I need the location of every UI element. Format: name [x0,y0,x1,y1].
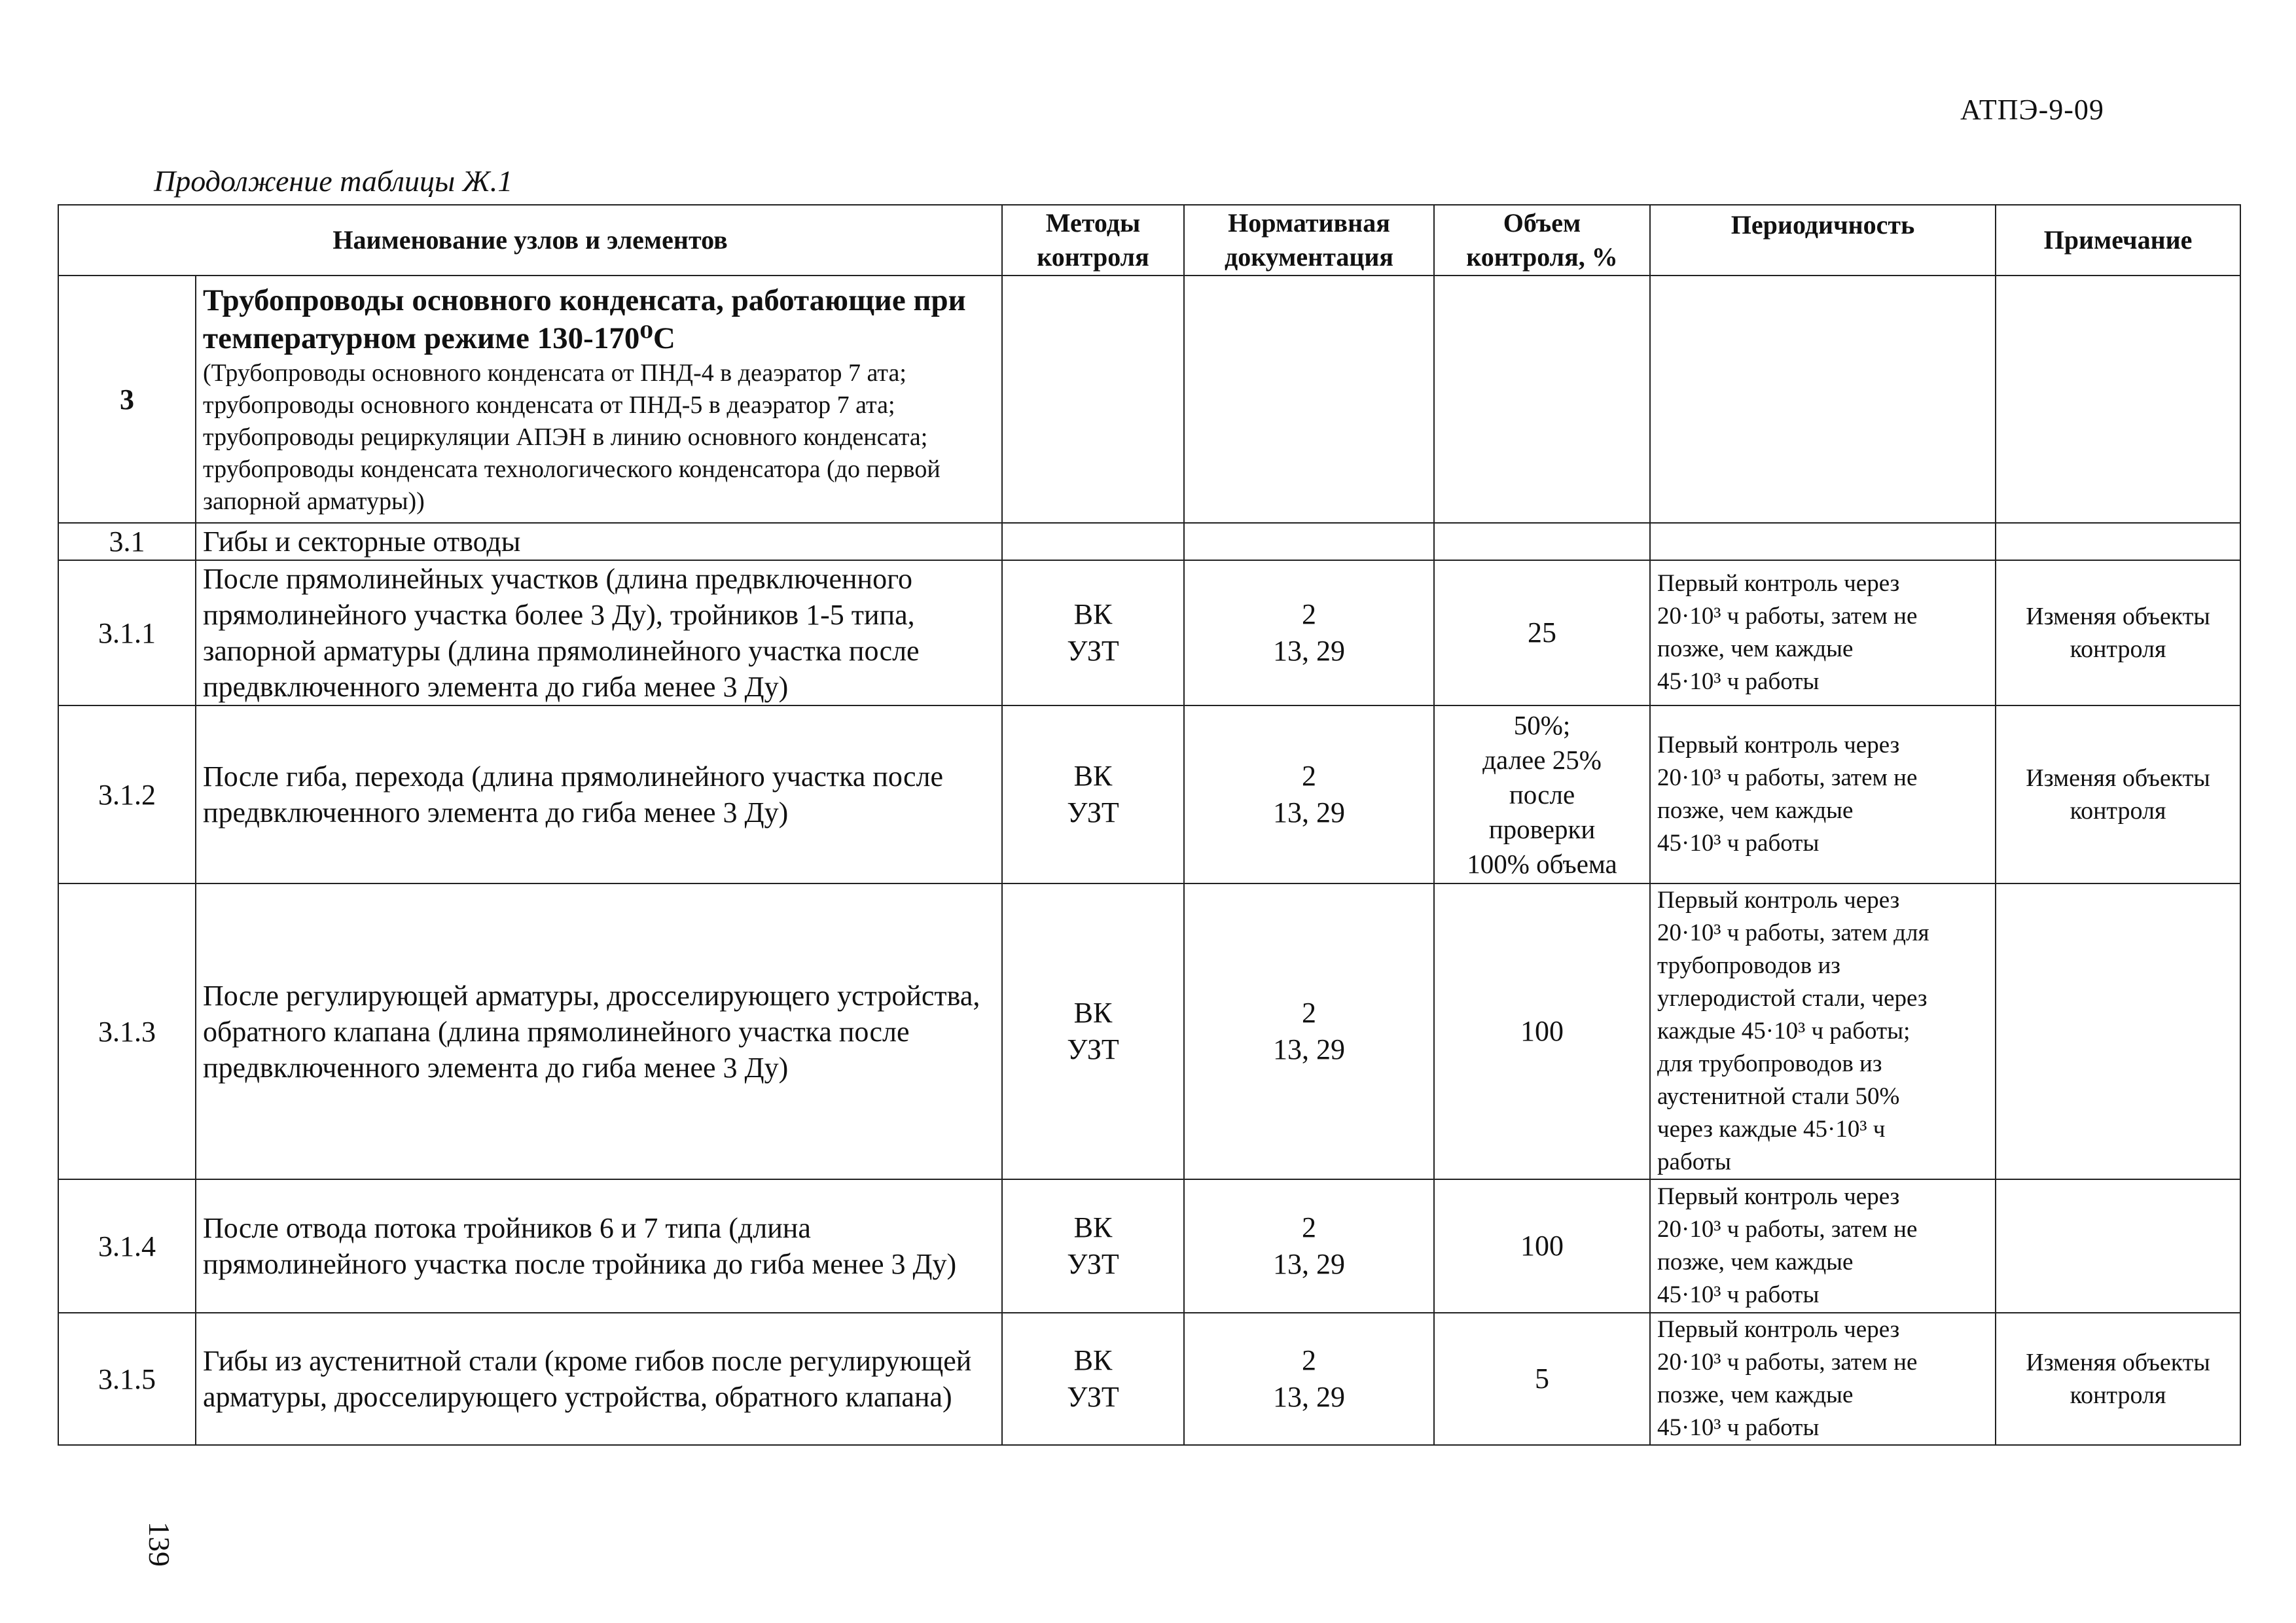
cell-line: позже, чем каждые [1657,1249,1854,1275]
doc-ref-1: 2 [1302,760,1317,792]
table-row [58,560,2240,705]
empty-cell [1650,276,1996,523]
row-periodicity [1650,560,1996,705]
section-row [58,276,2240,523]
doc-ref-2: 13, 29 [1273,1381,1346,1413]
row-volume: 5 [1434,1313,1650,1445]
cell-line: 20·10³ ч работы, затем не [1657,1216,1918,1243]
cell-line: через каждые 45·10³ ч [1657,1116,1886,1143]
row-number: 3.1.3 [58,883,196,1179]
cell-line: 20·10³ ч работы, затем не [1657,1349,1918,1376]
subsection-name: Гибы и секторные отводы [196,523,1002,560]
empty-cell [1434,276,1650,523]
cell-line: 20·10³ ч работы, затем не [1657,764,1918,791]
header-row [58,205,2240,276]
row-docs [1184,705,1434,883]
cell-line: каждые 45·10³ ч работы; [1657,1018,1910,1044]
method-vk: ВК [1073,1344,1113,1376]
row-name: После прямолинейных участков (длина предвключенного прямолинейного участка более 3 Ду), тройников 1-5 типа, запорной арматуры (длина прямолинейного участка после предвключенного элемента до гиба менее 3 Ду) [196,560,1002,705]
table-row [58,883,2240,1179]
empty-cell [1650,523,1996,560]
doc-ref-2: 13, 29 [1273,1248,1346,1280]
row-methods [1002,560,1184,705]
row-number: 3.1.4 [58,1179,196,1313]
method-vk: ВК [1073,598,1113,630]
cell-line: 20·10³ ч работы, затем не [1657,603,1918,630]
row-note: Изменяя объекты контроля [1996,1313,2240,1445]
method-uzt: УЗТ [1067,796,1119,829]
empty-cell [1184,276,1434,523]
col-header-name: Наименование узлов и элементов [58,205,1002,276]
row-number: 3.1.1 [58,560,196,705]
row-name: Гибы из аустенитной стали (кроме гибов после регулирующей арматуры, дросселирующего устройства, обратного клапана) [196,1313,1002,1445]
method-vk: ВК [1073,1211,1113,1243]
empty-cell [1002,276,1184,523]
document-code: АТПЭ-9-09 [1960,94,2104,126]
cell-line: 50%; [1513,709,1571,740]
col-header-volume: Объем контроля, % [1434,205,1650,276]
row-docs [1184,560,1434,705]
cell-line: Первый контроль через [1657,732,1900,758]
cell-line: Первый контроль через [1657,570,1900,597]
section-title: Трубопроводы основного конденсата, работающие при температурном режиме 130-170⁰С [203,283,966,355]
row-docs [1184,883,1434,1179]
row-volume: 100 [1434,1179,1650,1313]
method-uzt: УЗТ [1067,1033,1119,1065]
section-number: 3 [58,276,196,523]
row-docs [1184,1313,1434,1445]
row-note [1996,883,2240,1179]
cell-line: позже, чем каждые [1657,1382,1854,1408]
col-header-docs: Нормативная документация [1184,205,1434,276]
cell-line: позже, чем каждые [1657,635,1854,662]
row-methods [1002,1313,1184,1445]
doc-ref-1: 2 [1302,1344,1317,1376]
row-docs [1184,1179,1434,1313]
row-periodicity [1650,705,1996,883]
empty-cell [1434,523,1650,560]
row-methods [1002,883,1184,1179]
row-name: После отвода потока тройников 6 и 7 типа (длина прямолинейного участка после тройника до гиба менее 3 Ду) [196,1179,1002,1313]
subsection-number: 3.1 [58,523,196,560]
section-subtitle: (Трубопроводы основного конденсата от ПНД-4 в деаэратор 7 ата; трубопроводы основного конденсата от ПНД-5 в деаэратор 7 ата; трубопроводы рециркуляции АПЭН в линию основного конденсата; трубопроводы конденсата технологического конденсатора (до первой запорной арматуры)) [203,359,941,515]
row-note: Изменяя объекты контроля [1996,705,2240,883]
method-uzt: УЗТ [1067,1248,1119,1280]
cell-line: 45·10³ ч работы [1657,830,1820,857]
col-header-note: Примечание [1996,205,2240,276]
row-methods [1002,1179,1184,1313]
empty-cell [1184,523,1434,560]
cell-line: после [1509,779,1575,810]
row-volume [1434,705,1650,883]
doc-ref-1: 2 [1302,1211,1317,1243]
cell-line: 20·10³ ч работы, затем для [1657,919,1929,946]
cell-line: Первый контроль через [1657,887,1900,914]
table-caption: Продолжение таблицы Ж.1 [154,164,513,198]
cell-line: проверки [1488,813,1596,844]
cell-line: Первый контроль через [1657,1316,1900,1343]
row-methods [1002,705,1184,883]
row-periodicity [1650,1313,1996,1445]
cell-line: далее 25% [1482,744,1602,775]
row-note: Изменяя объекты контроля [1996,560,2240,705]
cell-line: 45·10³ ч работы [1657,1414,1820,1441]
row-number: 3.1.2 [58,705,196,883]
table-row [58,1313,2240,1445]
doc-ref-1: 2 [1302,598,1317,630]
empty-cell [1996,276,2240,523]
col-header-periodicity: Периодичность [1650,205,1996,276]
row-periodicity [1650,883,1996,1179]
page-number: 139 [143,1522,176,1567]
cell-line: Первый контроль через [1657,1183,1900,1210]
doc-ref-2: 13, 29 [1273,635,1346,667]
col-header-methods: Методы контроля [1002,205,1184,276]
cell-line: аустенитной стали 50% [1657,1083,1900,1110]
cell-line: трубопроводов из [1657,952,1840,979]
empty-cell [1002,523,1184,560]
doc-ref-2: 13, 29 [1273,1033,1346,1065]
cell-line: 100% объема [1467,848,1617,879]
row-name: После гиба, перехода (длина прямолинейного участка после предвключенного элемента до гиба менее 3 Ду) [196,705,1002,883]
row-number: 3.1.5 [58,1313,196,1445]
table-row [58,705,2240,883]
control-table [58,204,2241,1446]
method-vk: ВК [1073,760,1113,792]
row-periodicity [1650,1179,1996,1313]
table-row [58,1179,2240,1313]
cell-line: позже, чем каждые [1657,797,1854,824]
row-volume: 100 [1434,883,1650,1179]
method-uzt: УЗТ [1067,1381,1119,1413]
row-name: После регулирующей арматуры, дросселирующего устройства, обратного клапана (длина прямолинейного участка после предвключенного элемента до гиба менее 3 Ду) [196,883,1002,1179]
cell-line: для трубопроводов из [1657,1050,1882,1077]
cell-line: 45·10³ ч работы [1657,1281,1820,1308]
cell-line: углеродистой стали, через [1657,985,1928,1012]
doc-ref-1: 2 [1302,997,1317,1029]
method-uzt: УЗТ [1067,635,1119,667]
empty-cell [1996,523,2240,560]
cell-line: 45·10³ ч работы [1657,668,1820,695]
section-cell [196,276,1002,523]
doc-ref-2: 13, 29 [1273,796,1346,829]
row-note [1996,1179,2240,1313]
row-volume: 25 [1434,560,1650,705]
cell-line: работы [1657,1149,1731,1175]
subsection-row [58,523,2240,560]
method-vk: ВК [1073,997,1113,1029]
